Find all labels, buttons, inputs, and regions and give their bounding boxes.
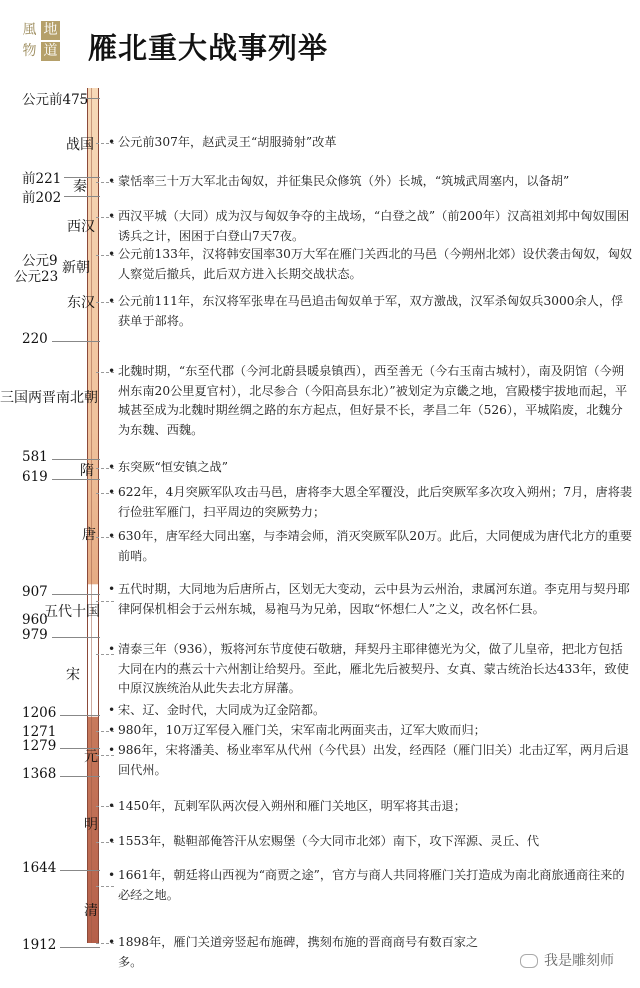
year-tick: [52, 594, 100, 595]
event-item: • 986年，宋将潘美、杨业率军从代州（今代县）出发，经西陉（雁门旧关）北击辽军，两月后退回代州。: [108, 743, 629, 777]
era-label: 西汉: [67, 219, 95, 235]
year-label: 1279: [22, 738, 57, 754]
event-connector: [96, 601, 114, 602]
year-tick: [52, 637, 100, 638]
event-item: • 1553年，鞑靼部俺答汗从宏赐堡（今大同市北郊）南下，攻下浑源、灵丘、代: [108, 834, 540, 848]
year-tick: [60, 870, 100, 871]
event-item: • 西汉平城（大同）成为汉与匈奴争夺的主战场，“白登之战”（前200年）汉高祖刘邦中匈奴围困诱兵之计，困困于白登山7天7夜。: [108, 209, 630, 243]
year-label: 1206: [22, 705, 57, 721]
event-item: • 1661年，朝廷将山西视为“商贾之途”，官方与商人共同将雁门关打造成为南北商旅通商往来的必经之地。: [108, 868, 625, 902]
era-label: 唐: [82, 527, 96, 543]
year-label: 公元前475: [22, 92, 89, 108]
event-connector: [96, 886, 114, 887]
era-label: 元: [84, 749, 98, 765]
era-label: 清: [84, 903, 98, 919]
event-item: • 公元前111年，东汉将军张卑在马邑追击匈奴单于军，双方激战，汉军杀匈奴兵3000余人，俘获单于部将。: [108, 294, 624, 328]
event-item: • 宋、辽、金时代，大同成为辽金陪都。: [108, 703, 326, 717]
event-item: • 北魏时期，“东至代郡（今河北蔚县暖泉镇西），西至善无（今右玉南古城村），南及阴馆（今朔州东南20公里夏官村），北尽参合（今阳高县东北）”被划定为京畿之地，宫殿楼宇拔地而起，平城甚至成为北魏时期丝绸之路的东方起点，但好景不长，孝昌二年（526），平城陷废，北魏分为东魏、西魏。: [108, 364, 628, 437]
year-label: 220: [22, 331, 48, 347]
era-label: 宋: [66, 667, 80, 683]
year-label: 907: [22, 584, 48, 600]
year-tick: [60, 715, 100, 716]
logo-char: 道: [41, 42, 60, 61]
event-item: • 五代时期，大同地为后唐所占，区划无大变动，云中县为云州治，隶属河东道。李克用与契丹耶律阿保机相会于云州东城，易袍马为兄弟，因取“怀想仁人”之义，改名怀仁县。: [108, 582, 630, 616]
era-label: 五代十国: [44, 604, 100, 620]
wechat-icon: [520, 954, 538, 968]
year-label: 前221: [22, 171, 62, 187]
logo-char: 風: [22, 22, 37, 38]
event-item: • 1450年，瓦剌军队两次侵入朔州和雁门关地区，明军将其击退；: [108, 799, 466, 813]
year-tick: [52, 341, 100, 342]
year-label: 1912: [22, 937, 57, 953]
year-label: 前202: [22, 190, 62, 206]
event-item: • 980年，10万辽军侵入雁门关，宋军南北两面夹击，辽军大败而归；: [108, 723, 486, 737]
event-item: • 公元前307年，赵武灵王“胡服骑射”改革: [108, 135, 337, 149]
year-label: 619: [22, 469, 48, 485]
era-label: 秦: [73, 179, 87, 195]
year-label: 581: [22, 449, 48, 465]
event-item: • 蒙恬率三十万大军北击匈奴，并征集民众修筑（外）长城，“筑城武周塞内，以备胡”: [108, 174, 570, 188]
year-tick: [64, 196, 100, 197]
year-label: 1368: [22, 766, 57, 782]
year-label: 1644: [22, 860, 57, 876]
year-tick: [60, 776, 100, 777]
event-item: • 公元前133年，汉将韩安国率30万大军在雁门关西北的马邑（今朔州北郊）设伏袭击匈奴，匈奴人察觉后撤兵，此后双方进入长期交战状态。: [108, 247, 633, 281]
era-label: 战国: [66, 137, 94, 153]
era-label: 东汉: [67, 295, 95, 311]
event-item: • 东突厥“恒安镇之战”: [108, 460, 228, 474]
logo-char: 物: [22, 43, 37, 59]
year-tick: [60, 947, 100, 948]
year-label: 979: [22, 627, 48, 643]
year-label: 1271: [22, 724, 57, 740]
event-item: • 630年，唐军经大同出塞，与李靖会师，消灭突厥军队20万。此后，大同便成为唐代北方的重要前哨。: [108, 529, 633, 563]
year-tick: [80, 98, 100, 99]
year-label: 公元9: [22, 253, 58, 269]
event-item: • 622年，4月突厥军队攻击马邑，唐将李大恩全军覆没，此后突厥军多次攻入朔州；7月，唐将裴行俭驻军雁门，扫平周边的突厥势力；: [108, 485, 633, 519]
year-label: 公元23: [14, 269, 59, 285]
logo: [20, 21, 62, 63]
year-label: 960: [22, 612, 48, 628]
era-label: 隋: [80, 463, 94, 479]
page-title: 雁北重大战事列举: [88, 31, 329, 65]
watermark: 我是雕刻师: [520, 950, 614, 970]
event-item: • 1898年，雁门关道旁竖起布施碑，携刻布施的晋商商号有数百家之多。: [108, 935, 479, 969]
logo-char: 地: [41, 21, 60, 40]
era-label: 新朝: [62, 260, 90, 276]
era-label: 明: [84, 817, 98, 833]
era-label: 三国两晋南北朝: [0, 390, 98, 406]
event-item: • 清泰三年（936），叛将河东节度使石敬瑭，拜契丹主耶律德光为父，做了儿皇帝，把北方包括大同在内的燕云十六州割让给契丹。至此，雁北先后被契丹、女真、蒙古统治长达433年，致使中原汉族统治从此失去北方屏藩。: [108, 642, 629, 695]
